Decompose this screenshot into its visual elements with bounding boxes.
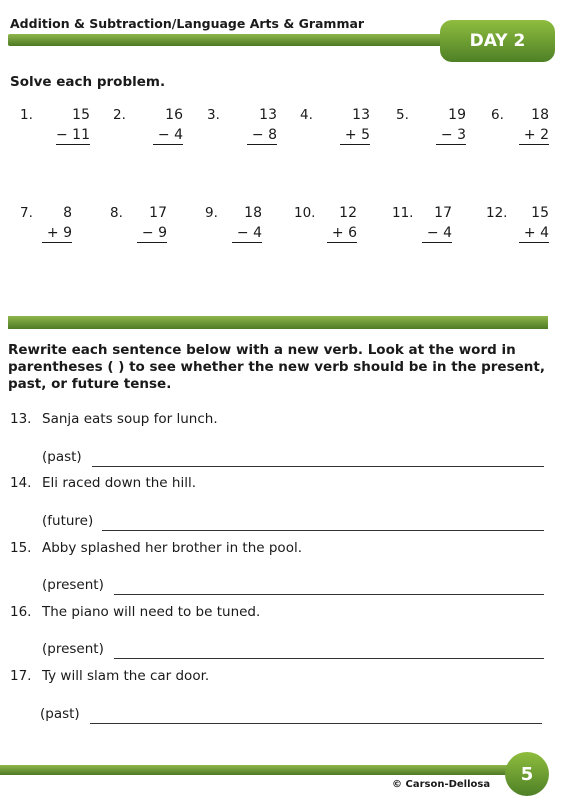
sentence-item [10,475,196,491]
problem-bottom: − 9 [137,225,167,243]
item-number: 17. [10,668,32,684]
problem-top: 15 [72,107,90,123]
sentence-text: The piano will need to be tuned. [42,604,261,620]
math-problem [491,107,549,157]
problem-number: 7. [20,205,33,221]
problem-number: 8. [110,205,123,221]
item-number: 15. [10,540,32,556]
sentence-item [10,540,302,556]
math-problem [20,205,72,255]
problem-top: 18 [531,107,549,123]
tense-label: (future) [42,513,94,529]
problem-bottom: + 6 [327,225,357,243]
problem-bottom: − 11 [56,127,90,143]
math-problem [392,205,452,255]
math-problem [300,107,370,157]
problem-top: 17 [149,205,167,221]
math-problem [396,107,466,157]
sentence-text: Eli raced down the hill. [42,475,196,491]
problem-bottom: + 2 [519,127,549,145]
sentence-item [10,604,260,620]
problem-number: 11. [392,205,414,221]
problem-top: 15 [531,205,549,221]
section-divider [8,316,548,329]
page-number: 5 [505,752,549,796]
problem-top: 12 [339,205,357,221]
problem-number: 5. [396,107,409,123]
item-number: 13. [10,411,32,427]
math-problem [113,107,183,157]
answer-line[interactable] [92,466,544,467]
math-problem [20,107,90,157]
tense-label: (present) [42,641,104,657]
problem-bottom: − 4 [232,225,262,243]
sentence-item [10,668,209,684]
problem-top: 17 [434,205,452,221]
problem-number: 2. [113,107,126,123]
problem-bottom: + 9 [42,225,72,243]
copyright: © Carson-Dellosa [392,779,491,790]
problem-top: 18 [244,205,262,221]
answer-line[interactable] [114,658,544,659]
tense-label: (past) [42,449,82,465]
problem-top: 13 [259,107,277,123]
math-problem [110,205,167,255]
answer-line[interactable] [114,594,544,595]
item-number: 14. [10,475,32,491]
answer-line[interactable] [102,530,544,531]
math-problem [205,205,262,255]
math-instructions: Solve each problem. [10,74,166,90]
header-divider [8,34,458,46]
problem-number: 12. [486,205,508,221]
problem-bottom: − 4 [153,127,183,145]
footer-divider [0,765,520,775]
math-problem [486,205,549,255]
tense-label: (present) [42,577,104,593]
problem-top: 19 [448,107,466,123]
problem-top: 8 [63,205,72,221]
problem-bottom: − 3 [436,127,466,145]
day-badge: DAY 2 [440,20,555,62]
problem-bottom: − 8 [247,127,277,145]
math-problem [294,205,357,255]
problem-number: 1. [20,107,33,123]
problem-number: 4. [300,107,313,123]
problem-top: 13 [352,107,370,123]
problem-number: 6. [491,107,504,123]
problem-top: 16 [165,107,183,123]
problem-number: 3. [207,107,220,123]
problem-number: 10. [294,205,316,221]
item-number: 16. [10,604,32,620]
section-title: Addition & Subtraction/Language Arts & Grammar [10,16,365,31]
problem-bottom: − 4 [422,225,452,243]
tense-label: (past) [40,706,80,722]
sentence-item [10,411,218,427]
problem-number: 9. [205,205,218,221]
sentence-text: Abby splashed her brother in the pool. [42,540,302,556]
problem-bottom: + 5 [340,127,370,145]
grammar-instructions: Rewrite each sentence below with a new verb. Look at the word in parentheses ( ) to see whether the new verb should be in the present, past, or future tense. [8,342,545,392]
math-problem [207,107,277,157]
answer-line[interactable] [90,723,542,724]
sentence-text: Ty will slam the car door. [42,668,210,684]
problem-bottom: + 4 [519,225,549,243]
sentence-text: Sanja eats soup for lunch. [42,411,218,427]
